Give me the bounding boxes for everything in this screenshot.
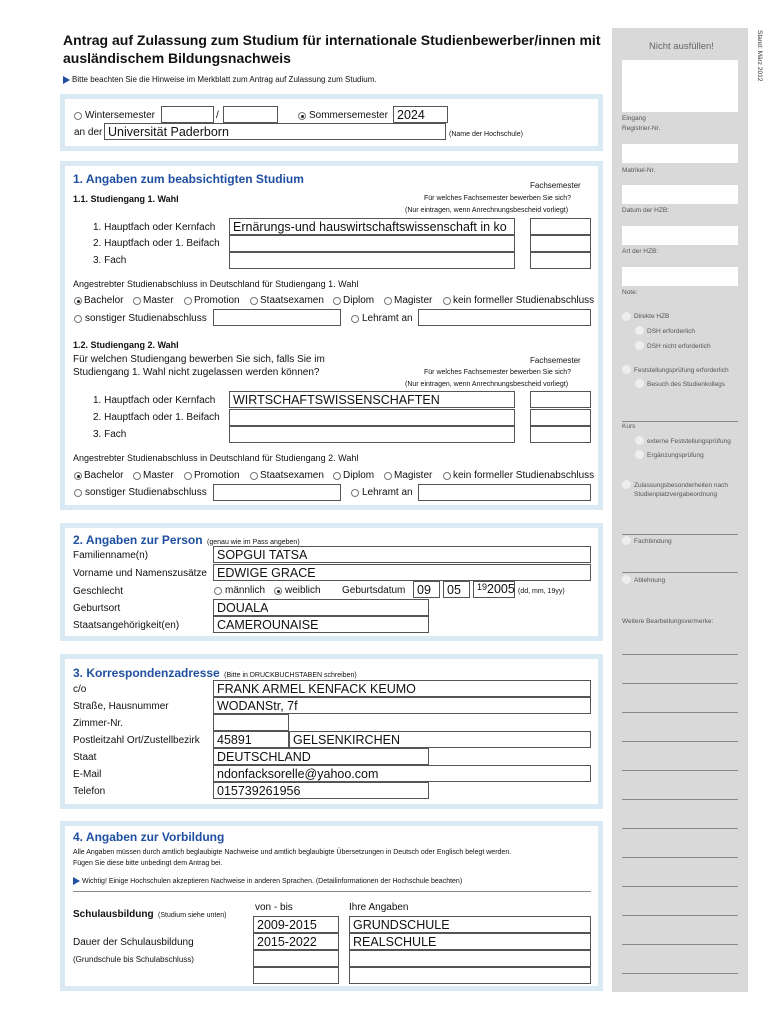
sidebar-externe-radio (635, 436, 644, 445)
birth-century-value: 19 (477, 583, 488, 592)
room-field[interactable] (213, 714, 289, 731)
sidebar-ergaenzung-radio (635, 450, 644, 459)
nationality-label: Staatsangehörigkeit(en) (73, 620, 180, 631)
sidebar-note-line (622, 886, 738, 887)
degree2-bachelor-label: Bachelor (84, 470, 124, 481)
degree2-magister-label: Magister (394, 470, 433, 481)
sidebar-kurs: Kurs (622, 423, 636, 430)
family-name-value: SOPGUI TATSA (217, 549, 308, 562)
sidebar-dsh-nicht: DSH nicht erforderlich (647, 343, 711, 350)
section4-text-line2: Fügen Sie diese bitte unbedingt dem Antrag bei. (73, 860, 223, 867)
field2-1-label: 1. Hauptfach oder Kernfach (93, 395, 216, 406)
school-label: Schulausbildung (73, 909, 154, 920)
sidebar-note-line (622, 915, 738, 916)
field1-1-label: 1. Hauptfach oder Kernfach (93, 222, 216, 233)
degree2-promotion-radio[interactable] (184, 472, 192, 480)
degree2-none-label: kein formeller Studienabschluss (453, 470, 595, 481)
sidebar-zulassung2: Studienplatzvergabeordnung (634, 491, 718, 498)
sidebar-ablehnung: Ablehnung (634, 577, 666, 584)
birth-month-field[interactable] (443, 581, 470, 598)
first-name-label: Vorname und Namenszusätze (73, 568, 207, 579)
university-field[interactable] (104, 123, 446, 140)
degree1-lehramt-label: Lehramt an (362, 313, 413, 324)
degree2-master-radio[interactable] (133, 472, 141, 480)
sidebar-note-line (622, 683, 738, 684)
sub2-line2: Studiengang 1. Wahl nicht zugelassen werden können? (73, 367, 320, 378)
sidebar-title: Nicht ausfüllen! (649, 41, 714, 52)
degree2-bachelor-radio[interactable] (74, 472, 82, 480)
degree1-promotion-radio[interactable] (184, 297, 192, 305)
city-value: GELSENKIRCHEN (293, 734, 400, 747)
section3-heading-row (73, 665, 357, 681)
sidebar-note-line (622, 857, 738, 858)
degree2-master-label: Master (143, 470, 174, 481)
birth-year-field[interactable] (473, 581, 515, 598)
winter-year-a-field[interactable] (161, 106, 214, 123)
gender-label: Geschlecht (73, 586, 124, 597)
zip-field[interactable] (213, 731, 289, 748)
merkblatt-note (63, 76, 377, 84)
co-field[interactable] (213, 680, 591, 697)
sidebar-studienkolleg: Besuch des Studienkollegs (647, 381, 726, 388)
school-row1-details[interactable] (349, 916, 591, 933)
sidebar-note-line (622, 799, 738, 800)
winter-semester-radio[interactable] (74, 112, 82, 120)
degree2-lehramt-radio[interactable] (351, 489, 359, 497)
field1-1-input[interactable] (229, 218, 515, 235)
section3-heading-note: (Bitte in DRUCKBUCHSTABEN schreiben) (224, 672, 357, 679)
sidebar-matrikel: Matrikel-Nr. (622, 167, 656, 174)
winter-semester-label: Wintersemester (85, 110, 156, 121)
sub1-note: (Nur eintragen, wenn Anrechnungsbescheid vorliegt) (405, 207, 569, 214)
degree2-magister-radio[interactable] (384, 472, 392, 480)
section4-warning (73, 877, 462, 885)
degree2-other-label: sonstiger Studienabschluss (85, 487, 207, 498)
sidebar-fachbindung: Fachbindung (634, 538, 672, 545)
field1-1-semester[interactable] (530, 218, 591, 235)
sidebar-studienkolleg-radio (635, 379, 644, 388)
summer-year-value: 2024 (397, 109, 425, 122)
field2-3-semester[interactable] (530, 426, 591, 443)
degree1-magister-radio[interactable] (384, 297, 392, 305)
email-label: E-Mail (73, 769, 102, 780)
field2-2-semester[interactable] (530, 409, 591, 426)
degree-question-1: Angestrebter Studienabschluss in Deutschland für Studiengang 1. Wahl (73, 279, 359, 289)
section4-text-line1: Alle Angaben müssen durch amtlich beglaubigte Nachweise und amtlich beglaubigte Übersetzungen in Deutsch oder Englisch belegt werden. (73, 849, 512, 856)
sidebar-ergaenzung: Ergänzungsprüfung (647, 452, 704, 459)
field1-1-value: Ernärungs-und hauswirtschaftswissenschaft in ko (233, 221, 507, 234)
sub1-heading: 1.1. Studiengang 1. Wahl (73, 194, 179, 204)
sidebar-feststellung: Feststellungsprüfung erforderlich (634, 367, 729, 374)
sidebar-note: Note: (622, 289, 638, 296)
birthplace-value: DOUALA (217, 602, 269, 615)
city-field[interactable] (289, 731, 591, 748)
birth-year-value: 2005 (487, 583, 515, 596)
degree1-magister-label: Magister (394, 295, 433, 306)
sidebar-feststellung-radio (622, 365, 631, 374)
sidebar-dsh-radio (635, 326, 644, 335)
winter-year-b-field[interactable] (223, 106, 278, 123)
zip-value: 45891 (217, 734, 252, 747)
sidebar-art-hzb: Art der HZB: (622, 248, 659, 255)
gender-female-radio[interactable] (274, 587, 282, 595)
field2-1-input[interactable] (229, 391, 515, 408)
fachsemester-label-2: Fachsemester (530, 356, 581, 365)
gender-male-radio[interactable] (214, 587, 222, 595)
email-field[interactable] (213, 765, 591, 782)
degree1-other-field[interactable] (213, 309, 341, 326)
field2-2-label: 2. Hauptfach oder 1. Beifach (93, 412, 220, 423)
sidebar-line (622, 534, 738, 535)
family-name-label: Familienname(n) (73, 550, 149, 561)
sidebar-dsh-nicht-radio (635, 341, 644, 350)
sidebar-registrier: Registrier-Nr. (622, 125, 661, 132)
sidebar-zulassung1: Zulassungsbesonderheiten nach (634, 482, 728, 489)
room-label: Zimmer-Nr. (73, 718, 123, 729)
nationality-value: CAMEROUNAISE (217, 619, 319, 632)
degree2-staatsexamen-radio[interactable] (250, 472, 258, 480)
field2-1-value: WIRTSCHAFTSWISSENSCHAFTEN (233, 394, 440, 407)
section4-divider (73, 891, 591, 892)
degree1-diplom-label: Diplom (343, 295, 375, 306)
birthdate-format: (dd, mm, 19yy) (518, 588, 565, 595)
sub2-question: Für welches Fachsemester bewerben Sie sich? (424, 369, 572, 376)
field2-3-input[interactable] (229, 426, 515, 443)
university-value: Universität Paderborn (108, 126, 229, 139)
school-row2-period-value: 2015-2022 (257, 936, 317, 949)
section1-heading: 1. Angaben zum beabsichtigten Studium (73, 172, 304, 186)
degree2-other-field[interactable] (213, 484, 341, 501)
field1-3-label: 3. Fach (93, 255, 127, 266)
sidebar-direkte-radio (622, 312, 631, 321)
university-prefix: an der (74, 127, 103, 138)
first-name-value: EDWIGE GRACE (217, 567, 316, 580)
sidebar-datum-box (622, 226, 738, 245)
col-details-header: Ihre Angaben (349, 902, 409, 913)
degree1-lehramt-radio[interactable] (351, 315, 359, 323)
school-row1-details-value: GRUNDSCHULE (353, 919, 450, 932)
university-note: (Name der Hochschule) (449, 131, 523, 138)
birth-day-value: 09 (417, 584, 431, 597)
duration-label: Dauer der Schulausbildung (73, 937, 194, 948)
degree1-master-label: Master (143, 295, 174, 306)
field1-2-input[interactable] (229, 235, 515, 252)
sidebar-note-line (622, 712, 738, 713)
degree1-other-label: sonstiger Studienabschluss (85, 313, 207, 324)
sub1-question: Für welches Fachsemester bewerben Sie sich? (424, 195, 572, 202)
field2-3-label: 3. Fach (93, 429, 127, 440)
degree1-other-radio[interactable] (74, 315, 82, 323)
country-value: DEUTSCHLAND (217, 751, 311, 764)
sidebar-note-line (622, 973, 738, 974)
degree1-none-label: kein formeller Studienabschluss (453, 295, 595, 306)
birth-month-value: 05 (447, 584, 461, 597)
family-name-field[interactable] (213, 546, 591, 563)
degree1-staatsexamen-label: Staatsexamen (260, 295, 324, 306)
school-row4-details[interactable] (349, 967, 591, 984)
email-value: ndonfacksorelle@yahoo.com (217, 768, 379, 781)
sidebar-fachbindung-radio (622, 536, 631, 545)
country-field[interactable] (213, 748, 429, 765)
degree1-bachelor-radio[interactable] (74, 297, 82, 305)
sidebar-line (622, 421, 738, 422)
field1-3-semester[interactable] (530, 252, 591, 269)
phone-label: Telefon (73, 786, 106, 797)
sidebar-note-line (622, 654, 738, 655)
section4-warning-text: Wichtig! Einige Hochschulen akzeptieren Nachweise in anderen Sprachen. (Detailinformationen der Hochschule beachten) (82, 877, 463, 885)
field1-2-semester[interactable] (530, 235, 591, 252)
birth-day-field[interactable] (413, 581, 440, 598)
degree1-lehramt-field[interactable] (418, 309, 591, 326)
sidebar-weitere: Weitere Bearbeitungsvermerke: (622, 618, 714, 625)
form-title-line2: ausländischem Bildungsnachweis (63, 50, 291, 66)
section2-heading-note: (genau wie im Pass angeben) (207, 539, 300, 546)
first-name-field[interactable] (213, 564, 591, 581)
sidebar-matrikel-box (622, 185, 738, 204)
section2-heading: 2. Angaben zur Person (73, 533, 203, 547)
section4-heading: 4. Angaben zur Vorbildung (73, 830, 225, 844)
stand-date-container (754, 30, 762, 90)
summer-year-field[interactable] (393, 106, 448, 123)
sidebar-zulassung-radio (622, 480, 631, 489)
school-row4-period[interactable] (253, 967, 339, 984)
school-row2-period[interactable] (253, 933, 339, 950)
birth-year-value-row (477, 583, 515, 596)
sidebar-line (622, 572, 738, 573)
sub2-note: (Nur eintragen, wenn Anrechnungsbescheid vorliegt) (405, 381, 569, 388)
degree1-promotion-label: Promotion (194, 295, 240, 306)
school-row1-period-value: 2009-2015 (257, 919, 317, 932)
school-label-row (73, 905, 227, 921)
phone-value: 015739261956 (217, 785, 301, 798)
summer-semester-label: Sommersemester (309, 110, 388, 121)
sidebar-direkte-hzb: Direkte HZB (634, 313, 670, 320)
sub2-heading: 1.2. Studiengang 2. Wahl (73, 340, 179, 350)
co-value: FRANK ARMEL KENFACK KEUMO (217, 683, 416, 696)
summer-semester-radio[interactable] (298, 112, 306, 120)
field1-3-input[interactable] (229, 252, 515, 269)
country-label: Staat (73, 752, 97, 763)
gender-female-label: weiblich (285, 585, 321, 596)
col-period-header: von - bis (255, 902, 293, 913)
degree2-other-radio[interactable] (74, 489, 82, 497)
school-row3-details[interactable] (349, 950, 591, 967)
degree2-diplom-radio[interactable] (333, 472, 341, 480)
school-row3-period[interactable] (253, 950, 339, 967)
degree2-lehramt-label: Lehramt an (362, 487, 413, 498)
degree1-none-radio[interactable] (443, 297, 451, 305)
school-row1-period[interactable] (253, 916, 339, 933)
degree1-bachelor-label: Bachelor (84, 295, 124, 306)
school-note: (Studium siehe unten) (158, 912, 227, 919)
birthdate-label: Geburtsdatum (342, 585, 406, 596)
field2-2-input[interactable] (229, 409, 515, 426)
phone-field[interactable] (213, 782, 429, 799)
sub2-line1: Für welchen Studiengang bewerben Sie sich, falls Sie im (73, 354, 325, 365)
sidebar-art-box (622, 267, 738, 286)
sidebar-datum-hzb: Datum der HZB: (622, 207, 669, 214)
degree1-staatsexamen-radio[interactable] (250, 297, 258, 305)
field1-2-label: 2. Hauptfach oder 1. Beifach (93, 238, 220, 249)
year-slash: / (216, 110, 219, 121)
sidebar-note-line (622, 741, 738, 742)
form-title-line1: Antrag auf Zulassung zum Studium für internationale Studienbewerber/innen mit (63, 32, 601, 48)
duration-note: (Grundschule bis Schulabschluss) (73, 955, 194, 964)
street-field[interactable] (213, 697, 591, 714)
degree2-staatsexamen-label: Staatsexamen (260, 470, 324, 481)
degree2-none-radio[interactable] (443, 472, 451, 480)
birthplace-field[interactable] (213, 599, 429, 616)
stand-date: Stand: März 2012 (756, 30, 763, 82)
birthplace-label: Geburtsort (73, 603, 121, 614)
merkblatt-note-text: Bitte beachten Sie die Hinweise im Merkblatt zum Antrag auf Zulassung zum Studium. (72, 75, 377, 85)
sidebar-registrier-box (622, 144, 738, 163)
school-row2-details-value: REALSCHULE (353, 936, 437, 949)
degree2-promotion-label: Promotion (194, 470, 240, 481)
degree1-master-radio[interactable] (133, 297, 141, 305)
sidebar-ablehnung-radio (622, 575, 631, 584)
street-value: WODANStr, 7f (217, 700, 298, 713)
degree2-diplom-label: Diplom (343, 470, 375, 481)
fachsemester-label-1: Fachsemester (530, 181, 581, 190)
field2-1-semester[interactable] (530, 391, 591, 408)
sidebar-externe: externe Feststellungsprüfung (647, 438, 731, 445)
co-label: c/o (73, 684, 87, 695)
degree1-diplom-radio[interactable] (333, 297, 341, 305)
degree2-lehramt-field[interactable] (418, 484, 591, 501)
street-label: Straße, Hausnummer (73, 701, 169, 712)
section3-heading: 3. Korrespondenzadresse (73, 666, 220, 680)
arrow-icon (63, 76, 70, 84)
nationality-field[interactable] (213, 616, 429, 633)
arrow-icon (73, 877, 80, 885)
degree-question-2: Angestrebter Studienabschluss in Deutschland für Studiengang 2. Wahl (73, 453, 359, 463)
sidebar-note-line (622, 770, 738, 771)
zip-label: Postleitzahl Ort/Zustellbezirk (73, 735, 200, 746)
school-row2-details[interactable] (349, 933, 591, 950)
sidebar-eingang: Eingang (622, 115, 646, 122)
gender-male-label: männlich (225, 585, 266, 596)
sidebar-dsh-erforderlich: DSH erforderlich (647, 328, 696, 335)
sidebar-note-line (622, 944, 738, 945)
sidebar-note-line (622, 828, 738, 829)
sidebar-stamp-box (622, 60, 738, 112)
